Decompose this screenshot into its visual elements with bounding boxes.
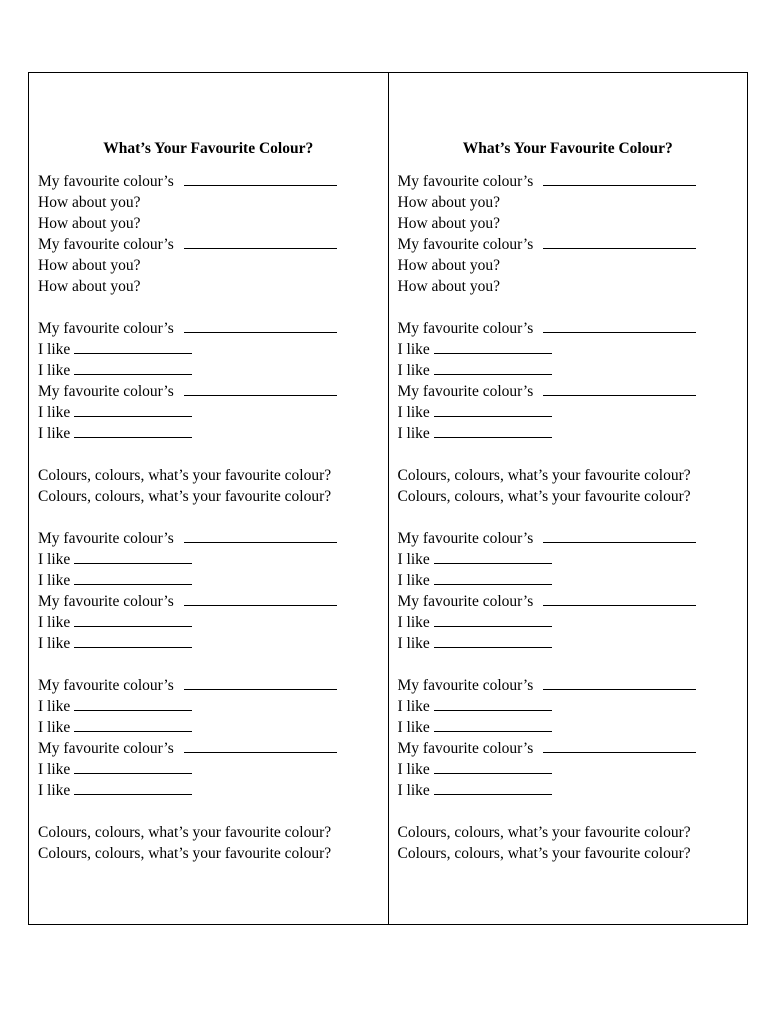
chorus-line: Colours, colours, what’s your favourite colour? (397, 845, 691, 862)
i-like-line (398, 780, 748, 801)
favourite-label: My favourite colour’s (38, 677, 174, 694)
favourite-line (38, 591, 388, 612)
how-about-line: How about you? (397, 194, 500, 211)
i-like-line (38, 717, 388, 738)
i-like-line (38, 423, 388, 444)
i-like-label: I like (38, 719, 71, 736)
favourite-label: My favourite colour’s (38, 320, 174, 337)
how-about-line: How about you? (38, 257, 141, 274)
answer-blank[interactable] (184, 675, 337, 690)
stanza-chorus (38, 465, 388, 507)
favourite-label: My favourite colour’s (397, 740, 534, 757)
i-like-label: I like (38, 635, 71, 652)
answer-blank[interactable] (74, 339, 192, 354)
answer-blank[interactable] (184, 171, 337, 186)
how-about-line: How about you? (397, 215, 500, 232)
worksheet-column-left (29, 73, 388, 924)
i-like-label: I like (38, 614, 71, 631)
answer-blank[interactable] (74, 696, 192, 711)
favourite-label: My favourite colour’s (38, 530, 174, 547)
i-like-line (38, 570, 388, 591)
answer-blank[interactable] (74, 633, 192, 648)
answer-blank[interactable] (74, 360, 192, 375)
i-like-label: I like (397, 635, 430, 652)
answer-blank[interactable] (543, 234, 696, 249)
i-like-line (398, 717, 748, 738)
i-like-line (38, 696, 388, 717)
worksheet-title: What’s Your Favourite Colour? (462, 140, 673, 157)
answer-blank[interactable] (434, 780, 552, 795)
favourite-line (398, 381, 748, 402)
i-like-line (38, 780, 388, 801)
i-like-label: I like (397, 551, 430, 568)
i-like-line (398, 402, 748, 423)
chorus-line: Colours, colours, what’s your favourite colour? (397, 467, 691, 484)
answer-blank[interactable] (543, 171, 696, 186)
i-like-label: I like (38, 404, 71, 421)
favourite-line (398, 591, 748, 612)
i-like-line (38, 549, 388, 570)
answer-blank[interactable] (543, 591, 696, 606)
stanza-i-like (38, 528, 388, 654)
answer-blank[interactable] (74, 570, 192, 585)
answer-blank[interactable] (434, 696, 552, 711)
favourite-label: My favourite colour’s (38, 236, 174, 253)
answer-blank[interactable] (434, 612, 552, 627)
favourite-label: My favourite colour’s (397, 593, 534, 610)
answer-blank[interactable] (74, 780, 192, 795)
i-like-label: I like (38, 572, 71, 589)
favourite-label: My favourite colour’s (397, 383, 534, 400)
favourite-line (38, 234, 388, 255)
i-like-line (398, 360, 748, 381)
chorus-line: Colours, colours, what’s your favourite colour? (38, 824, 332, 841)
i-like-line (38, 360, 388, 381)
answer-blank[interactable] (434, 339, 552, 354)
i-like-line (38, 759, 388, 780)
how-about-line: How about you? (38, 215, 141, 232)
i-like-line (398, 570, 748, 591)
i-like-label: I like (38, 761, 71, 778)
answer-blank[interactable] (434, 717, 552, 732)
answer-blank[interactable] (184, 318, 337, 333)
favourite-line (398, 318, 748, 339)
answer-blank[interactable] (434, 549, 552, 564)
i-like-label: I like (397, 761, 430, 778)
i-like-line (38, 339, 388, 360)
i-like-line (398, 633, 748, 654)
i-like-line (398, 612, 748, 633)
favourite-line (398, 234, 748, 255)
i-like-line (398, 423, 748, 444)
favourite-line (38, 528, 388, 549)
chorus-line: Colours, colours, what’s your favourite colour? (397, 488, 691, 505)
answer-blank[interactable] (543, 528, 696, 543)
answer-blank[interactable] (543, 675, 696, 690)
i-like-line (38, 402, 388, 423)
i-like-line (398, 759, 748, 780)
i-like-label: I like (38, 698, 71, 715)
answer-blank[interactable] (184, 738, 337, 753)
favourite-line (38, 381, 388, 402)
answer-blank[interactable] (543, 318, 696, 333)
favourite-line (398, 675, 748, 696)
i-like-label: I like (38, 425, 71, 442)
stanza-i-like (38, 318, 388, 444)
i-like-label: I like (397, 719, 430, 736)
answer-blank[interactable] (74, 759, 192, 774)
answer-blank[interactable] (434, 360, 552, 375)
favourite-line (38, 738, 388, 759)
how-about-line: How about you? (38, 194, 141, 211)
stanza-i-like (38, 675, 388, 801)
i-like-label: I like (397, 572, 430, 589)
answer-blank[interactable] (74, 402, 192, 417)
worksheet-sheet (28, 72, 748, 925)
favourite-label: My favourite colour’s (397, 173, 534, 190)
i-like-line (38, 633, 388, 654)
favourite-label: My favourite colour’s (397, 320, 534, 337)
i-like-label: I like (397, 362, 430, 379)
stanza-chorus (398, 465, 748, 507)
favourite-line (398, 738, 748, 759)
i-like-line (398, 549, 748, 570)
answer-blank[interactable] (543, 738, 696, 753)
answer-blank[interactable] (184, 591, 337, 606)
stanza-chorus (398, 822, 748, 864)
chorus-line: Colours, colours, what’s your favourite colour? (397, 824, 691, 841)
i-like-line (398, 339, 748, 360)
i-like-label: I like (38, 362, 71, 379)
favourite-line (398, 528, 748, 549)
favourite-label: My favourite colour’s (38, 383, 174, 400)
answer-blank[interactable] (184, 528, 337, 543)
answer-blank[interactable] (74, 612, 192, 627)
chorus-line: Colours, colours, what’s your favourite colour? (38, 845, 332, 862)
answer-blank[interactable] (184, 381, 337, 396)
i-like-label: I like (397, 698, 430, 715)
i-like-label: I like (38, 782, 71, 799)
i-like-label: I like (397, 404, 430, 421)
answer-blank[interactable] (434, 759, 552, 774)
answer-blank[interactable] (184, 234, 337, 249)
i-like-line (398, 696, 748, 717)
favourite-line (38, 171, 388, 192)
answer-blank[interactable] (543, 381, 696, 396)
answer-blank[interactable] (434, 402, 552, 417)
chorus-line: Colours, colours, what’s your favourite colour? (38, 488, 332, 505)
answer-blank[interactable] (74, 717, 192, 732)
stanza-i-like (398, 528, 748, 654)
how-about-line: How about you? (38, 278, 141, 295)
answer-blank[interactable] (74, 549, 192, 564)
favourite-label: My favourite colour’s (397, 530, 534, 547)
worksheet-title: What’s Your Favourite Colour? (103, 140, 314, 157)
worksheet-column-right (388, 73, 748, 924)
favourite-line (38, 318, 388, 339)
i-like-label: I like (397, 614, 430, 631)
answer-blank[interactable] (74, 423, 192, 438)
answer-blank[interactable] (434, 423, 552, 438)
how-about-line: How about you? (397, 278, 500, 295)
stanza-chorus (38, 822, 388, 864)
stanza-how-about (38, 171, 388, 297)
i-like-label: I like (397, 341, 430, 358)
favourite-line (38, 675, 388, 696)
i-like-label: I like (38, 551, 71, 568)
favourite-label: My favourite colour’s (38, 593, 174, 610)
i-like-line (38, 612, 388, 633)
favourite-line (398, 171, 748, 192)
i-like-label: I like (38, 341, 71, 358)
chorus-line: Colours, colours, what’s your favourite colour? (38, 467, 332, 484)
i-like-label: I like (397, 425, 430, 442)
favourite-label: My favourite colour’s (38, 173, 174, 190)
answer-blank[interactable] (434, 633, 552, 648)
stanza-i-like (398, 318, 748, 444)
stanza-how-about (398, 171, 748, 297)
stanza-i-like (398, 675, 748, 801)
favourite-label: My favourite colour’s (397, 236, 534, 253)
how-about-line: How about you? (397, 257, 500, 274)
favourite-label: My favourite colour’s (397, 677, 534, 694)
i-like-label: I like (397, 782, 430, 799)
favourite-label: My favourite colour’s (38, 740, 174, 757)
answer-blank[interactable] (434, 570, 552, 585)
